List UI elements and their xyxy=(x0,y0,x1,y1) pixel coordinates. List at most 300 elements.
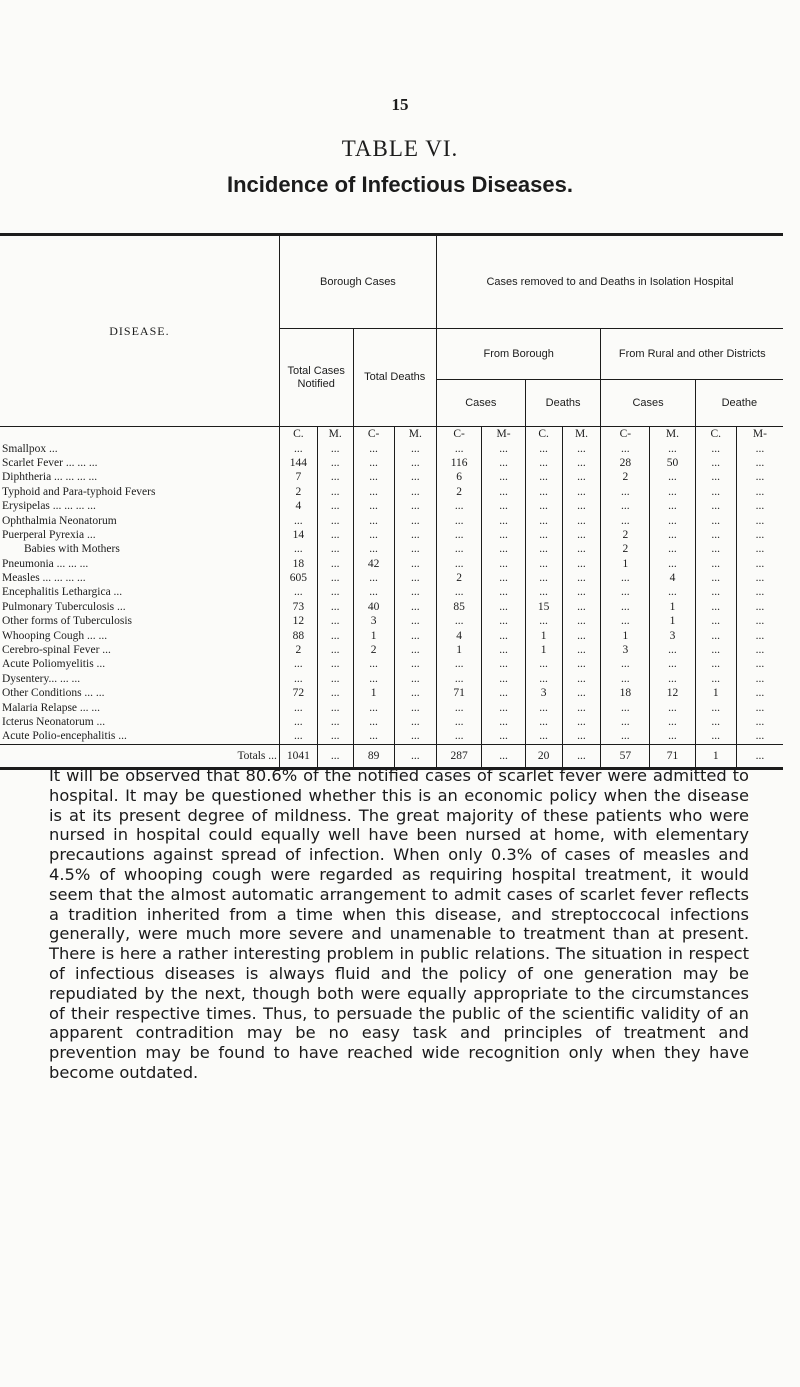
table-cell: 14 xyxy=(279,528,317,542)
disease-name: Babies with Mothers xyxy=(24,543,120,556)
table-cell: 15 xyxy=(525,600,562,614)
table-cell: 1 xyxy=(525,628,562,642)
table-cell: ... xyxy=(525,542,562,556)
table-cell: ... xyxy=(436,441,481,455)
cm-label-spacer xyxy=(0,427,279,442)
table-cell: ... xyxy=(562,614,601,628)
disease-name: Dysentery... ... ... xyxy=(2,672,81,685)
table-cell: ... xyxy=(482,470,525,484)
table-cell: 3 xyxy=(601,643,650,657)
table-cell: ... xyxy=(482,528,525,542)
table-row xyxy=(0,700,783,714)
table-cell: ... xyxy=(525,585,562,599)
table-cell: ... xyxy=(650,499,695,513)
table-cell: ... xyxy=(317,513,353,527)
table-cell: ... xyxy=(562,628,601,642)
table-cell: 1 xyxy=(525,643,562,657)
table-cell: ... xyxy=(436,715,481,729)
table-cell: ... xyxy=(695,441,736,455)
disease-name: Malaria Relapse ... ... xyxy=(2,701,101,714)
table-cell: ... xyxy=(601,499,650,513)
table-cell: ... xyxy=(525,470,562,484)
table-cell: ... xyxy=(562,700,601,714)
table-row xyxy=(0,513,783,527)
table-cell: ... xyxy=(482,643,525,657)
table-cell: ... xyxy=(436,700,481,714)
table-cell: ... xyxy=(317,485,353,499)
table-cell: ... xyxy=(695,571,736,585)
table-cell: 3 xyxy=(353,614,394,628)
table-cell: ... xyxy=(279,513,317,527)
table-cell: ... xyxy=(695,456,736,470)
table-cell: 2 xyxy=(601,470,650,484)
table-cell: ... xyxy=(394,643,436,657)
table-row xyxy=(0,499,783,513)
table-cell: ... xyxy=(279,542,317,556)
table-cell: ... xyxy=(394,528,436,542)
table-cell: ... xyxy=(736,628,783,642)
table-cell: ... xyxy=(482,614,525,628)
disease-name: Ophthalmia Neonatorum xyxy=(2,514,117,527)
table-cell: ... xyxy=(525,557,562,571)
table-cell: 88 xyxy=(279,628,317,642)
table-cell: ... xyxy=(650,672,695,686)
table-cell: ... xyxy=(650,528,695,542)
table-cell: 1 xyxy=(353,686,394,700)
table-subtitle: Incidence of Infectious Diseases. xyxy=(226,172,573,197)
table-row xyxy=(0,557,783,571)
table-cell: ... xyxy=(394,657,436,671)
table-cell: ... xyxy=(562,643,601,657)
table-cell: ... xyxy=(525,499,562,513)
disease-name: Pneumonia ... ... ... xyxy=(2,557,89,570)
table-cell: ... xyxy=(562,600,601,614)
table-cell: ... xyxy=(394,470,436,484)
table-cell: ... xyxy=(436,528,481,542)
cm-label: C- xyxy=(601,427,650,442)
disease-name: Puerperal Pyrexia ... xyxy=(2,528,96,541)
disease-header: DISEASE. xyxy=(0,235,279,427)
table-cell: ... xyxy=(562,657,601,671)
table-cell: 1 xyxy=(650,614,695,628)
table-cell: 50 xyxy=(650,456,695,470)
table-cell: 1 xyxy=(601,557,650,571)
table-cell: ... xyxy=(601,672,650,686)
table-cell: ... xyxy=(436,729,481,744)
table-cell: ... xyxy=(279,672,317,686)
table-cell: 6 xyxy=(436,470,481,484)
table-cell: ... xyxy=(650,542,695,556)
table-cell: ... xyxy=(317,628,353,642)
table-cell: ... xyxy=(394,744,436,768)
from-rural-header: From Rural and other Districts xyxy=(601,329,783,380)
table-row xyxy=(0,485,783,499)
table-cell: 18 xyxy=(279,557,317,571)
table-cell: ... xyxy=(317,571,353,585)
table-cell: ... xyxy=(436,542,481,556)
table-cell: ... xyxy=(279,441,317,455)
cm-label: M. xyxy=(317,427,353,442)
table-cell: ... xyxy=(736,729,783,744)
table-cell: 144 xyxy=(279,456,317,470)
table-cell: ... xyxy=(353,585,394,599)
table-cell: ... xyxy=(317,686,353,700)
table-row xyxy=(0,686,783,700)
table-cell: ... xyxy=(736,441,783,455)
total-cases-notified-header: Total Cases Notified xyxy=(279,329,353,427)
table-cell: ... xyxy=(482,513,525,527)
table-cell: ... xyxy=(317,657,353,671)
table-cell: ... xyxy=(695,557,736,571)
table-cell: ... xyxy=(562,672,601,686)
table-cell: ... xyxy=(279,585,317,599)
table-cell: ... xyxy=(482,672,525,686)
table-cell: ... xyxy=(394,614,436,628)
disease-name: Cerebro-spinal Fever ... xyxy=(2,644,111,657)
table-cell: ... xyxy=(353,672,394,686)
table-cell: ... xyxy=(317,542,353,556)
table-cell: 2 xyxy=(279,485,317,499)
table-cell: ... xyxy=(562,528,601,542)
table-cell: ... xyxy=(525,571,562,585)
table-body xyxy=(0,427,783,769)
table-cell: 85 xyxy=(436,600,481,614)
table-cell: ... xyxy=(601,600,650,614)
table-cell: ... xyxy=(353,513,394,527)
table-cell: ... xyxy=(562,686,601,700)
table-cell: 89 xyxy=(353,744,394,768)
table-cell: ... xyxy=(317,715,353,729)
table-cell: ... xyxy=(353,470,394,484)
table-cell: 20 xyxy=(525,744,562,768)
table-cell: ... xyxy=(562,744,601,768)
table-row xyxy=(0,643,783,657)
table-cell: 71 xyxy=(436,686,481,700)
table-cell: ... xyxy=(394,557,436,571)
table-cell: ... xyxy=(279,729,317,744)
table-cell: ... xyxy=(482,441,525,455)
table-cell: ... xyxy=(695,470,736,484)
table-cell: 4 xyxy=(650,571,695,585)
table-cell: ... xyxy=(482,485,525,499)
table-cell: ... xyxy=(482,557,525,571)
table-cell: 18 xyxy=(601,686,650,700)
table-cell: 2 xyxy=(353,643,394,657)
cm-label-row xyxy=(0,427,783,442)
table-cell: ... xyxy=(482,686,525,700)
table-cell: 73 xyxy=(279,600,317,614)
table-cell: ... xyxy=(353,528,394,542)
cm-label: C- xyxy=(353,427,394,442)
table-cell: ... xyxy=(317,744,353,768)
table-cell: ... xyxy=(317,470,353,484)
table-cell: 40 xyxy=(353,600,394,614)
table-container xyxy=(0,233,800,770)
table-cell: ... xyxy=(394,686,436,700)
disease-name: Icterus Neonatorum ... xyxy=(2,716,106,728)
table-cell: 12 xyxy=(650,686,695,700)
table-cell: 3 xyxy=(525,686,562,700)
table-cell: 116 xyxy=(436,456,481,470)
table-cell: ... xyxy=(650,485,695,499)
table-cell: ... xyxy=(736,485,783,499)
table-row xyxy=(0,715,783,729)
table-cell: ... xyxy=(482,700,525,714)
cm-label: M. xyxy=(394,427,436,442)
table-cell: 28 xyxy=(601,456,650,470)
table-cell: ... xyxy=(562,542,601,556)
table-cell: ... xyxy=(601,657,650,671)
table-cell: ... xyxy=(436,657,481,671)
disease-name: Diphtheria ... ... ... ... xyxy=(2,471,98,484)
table-cell: ... xyxy=(562,499,601,513)
table-cell: ... xyxy=(394,600,436,614)
table-cell: ... xyxy=(736,672,783,686)
disease-name: Encephalitis Lethargica ... xyxy=(2,586,123,599)
table-cell: ... xyxy=(695,585,736,599)
cm-label: C. xyxy=(525,427,562,442)
table-cell: ... xyxy=(650,557,695,571)
table-cell: ... xyxy=(695,700,736,714)
table-cell: ... xyxy=(562,441,601,455)
table-cell: ... xyxy=(695,657,736,671)
table-cell: ... xyxy=(562,557,601,571)
table-title: TABLE VI. xyxy=(341,136,459,161)
table-cell: 2 xyxy=(601,542,650,556)
table-cell: ... xyxy=(317,585,353,599)
table-cell: ... xyxy=(353,729,394,744)
table-cell: 2 xyxy=(436,571,481,585)
table-cell: ... xyxy=(353,700,394,714)
table-cell: ... xyxy=(436,672,481,686)
table-cell: 42 xyxy=(353,557,394,571)
table-cell: ... xyxy=(317,557,353,571)
cm-label: C- xyxy=(436,427,481,442)
cm-label: M. xyxy=(562,427,601,442)
table-cell: ... xyxy=(736,571,783,585)
table-cell: ... xyxy=(394,542,436,556)
table-row xyxy=(0,628,783,642)
table-cell: ... xyxy=(394,441,436,455)
table-cell: ... xyxy=(317,456,353,470)
table-cell: ... xyxy=(353,441,394,455)
table-cell: ... xyxy=(394,513,436,527)
table-cell: ... xyxy=(436,614,481,628)
table-cell: ... xyxy=(525,441,562,455)
table-cell: ... xyxy=(736,700,783,714)
table-cell: ... xyxy=(353,456,394,470)
table-cell: ... xyxy=(601,441,650,455)
table-cell: 3 xyxy=(650,628,695,642)
table-cell: ... xyxy=(482,456,525,470)
cm-label: M. xyxy=(650,427,695,442)
table-cell: ... xyxy=(436,513,481,527)
table-cell: ... xyxy=(562,456,601,470)
table-cell: ... xyxy=(736,715,783,729)
table-cell: ... xyxy=(317,643,353,657)
table-cell: ... xyxy=(482,585,525,599)
disease-name: Smallpox ... xyxy=(2,442,58,455)
table-cell: 2 xyxy=(436,485,481,499)
table-cell: ... xyxy=(695,542,736,556)
table-cell: 1 xyxy=(353,628,394,642)
table-cell: ... xyxy=(317,700,353,714)
table-cell: ... xyxy=(736,643,783,657)
table-cell: ... xyxy=(650,715,695,729)
borough-cases-subheader: Cases xyxy=(436,380,525,427)
table-cell: ... xyxy=(394,571,436,585)
page-number: 15 xyxy=(391,95,409,114)
table-cell: ... xyxy=(562,585,601,599)
table-cell: ... xyxy=(650,643,695,657)
cm-label: C. xyxy=(695,427,736,442)
table-row xyxy=(0,672,783,686)
table-cell: ... xyxy=(736,528,783,542)
table-cell: ... xyxy=(394,700,436,714)
table-cell: ... xyxy=(695,672,736,686)
from-borough-header: From Borough xyxy=(436,329,601,380)
commentary-paragraph: It will be observed that 80.6% of the notified cases of scarlet fever were admitted to hospital. It may be questioned whether this is an economic policy when the disease is at its present degree of mildness. The great majority of these patients who were nursed in hospital could equally well have been nursed at home, with elementary precautions against spread of infection. When only 0.3% of cases of measles and 4.5% of whooping cough were regarded as requiring hospital treatment, it would seem that the almost automatic arrangement to admit cases of scarlet fever reflects a tradition inherited from a time when this disease, and streptoccocal infections generally, were much more severe and unamenable to treatment than at present. There is here a rather interesting problem in public relations. The situation in respect of infectious diseases is always fluid and the policy of one generation may be repudiated by the next, though both were equally appropriate to the circumstances of their respective times. Thus, to persuade the public of the scientific validity of an apparent contradition may be no easy task and principles of treatment and prevention may be found to have reached wide recognition only when they have become outdated. xyxy=(49,766,749,1082)
table-cell: ... xyxy=(695,528,736,542)
table-cell: 2 xyxy=(601,528,650,542)
rural-cases-subheader: Cases xyxy=(601,380,695,427)
table-cell: ... xyxy=(736,499,783,513)
table-cell: ... xyxy=(482,715,525,729)
disease-name: Other forms of Tuberculosis xyxy=(2,615,133,628)
table-cell: ... xyxy=(562,729,601,744)
table-cell: ... xyxy=(394,485,436,499)
table-cell: 57 xyxy=(601,744,650,768)
table-cell: ... xyxy=(736,600,783,614)
table-row xyxy=(0,441,783,455)
table-cell: ... xyxy=(353,542,394,556)
table-row xyxy=(0,456,783,470)
disease-name: Other Conditions ... ... xyxy=(2,687,105,700)
table-cell: ... xyxy=(317,499,353,513)
table-cell: ... xyxy=(436,585,481,599)
table-cell: ... xyxy=(736,744,783,768)
table-cell: 1 xyxy=(601,628,650,642)
table-cell: ... xyxy=(695,600,736,614)
table-cell: ... xyxy=(279,715,317,729)
table-cell: ... xyxy=(736,470,783,484)
table-cell: ... xyxy=(695,513,736,527)
disease-name: Typhoid and Para-typhoid Fevers xyxy=(2,485,156,498)
table-cell: ... xyxy=(736,557,783,571)
table-cell: ... xyxy=(601,715,650,729)
table-cell: ... xyxy=(601,513,650,527)
table-cell: 1 xyxy=(436,643,481,657)
table-cell: 1041 xyxy=(279,744,317,768)
table-cell: ... xyxy=(601,571,650,585)
table-cell: ... xyxy=(482,600,525,614)
isolation-hospital-header: Cases removed to and Deaths in Isolation Hospital xyxy=(436,235,783,329)
table-cell: ... xyxy=(650,585,695,599)
table-cell: 1 xyxy=(695,744,736,768)
table-cell: ... xyxy=(525,456,562,470)
table-cell: ... xyxy=(650,441,695,455)
table-cell: ... xyxy=(353,657,394,671)
table-cell: ... xyxy=(525,513,562,527)
table-cell: ... xyxy=(436,557,481,571)
table-cell: ... xyxy=(482,542,525,556)
table-cell: ... xyxy=(736,542,783,556)
table-cell: 1 xyxy=(650,600,695,614)
table-cell: ... xyxy=(279,700,317,714)
disease-name: Pulmonary Tuberculosis ... xyxy=(2,600,126,613)
table-cell: 72 xyxy=(279,686,317,700)
table-cell: 1 xyxy=(695,686,736,700)
table-cell: ... xyxy=(695,485,736,499)
table-cell: ... xyxy=(394,499,436,513)
table-cell: ... xyxy=(525,528,562,542)
table-cell: 4 xyxy=(436,628,481,642)
table-cell: ... xyxy=(317,441,353,455)
table-row xyxy=(0,657,783,671)
disease-name: Whooping Cough ... ... xyxy=(2,629,108,642)
table-cell: ... xyxy=(353,499,394,513)
disease-name: Acute Polio-encephalitis ... xyxy=(2,730,127,743)
infectious-diseases-table xyxy=(0,233,783,770)
table-cell: ... xyxy=(525,614,562,628)
table-cell: ... xyxy=(736,614,783,628)
cm-label: M- xyxy=(736,427,783,442)
table-cell: 605 xyxy=(279,571,317,585)
table-cell: ... xyxy=(525,715,562,729)
borough-cases-header: Borough Cases xyxy=(279,235,436,329)
table-row xyxy=(0,470,783,484)
table-cell: ... xyxy=(482,499,525,513)
table-cell: ... xyxy=(353,485,394,499)
table-cell: ... xyxy=(279,657,317,671)
table-cell: ... xyxy=(482,657,525,671)
table-row xyxy=(0,542,783,556)
cm-label: C. xyxy=(279,427,317,442)
rural-deaths-subheader: Deathe xyxy=(695,380,783,427)
table-cell: 4 xyxy=(279,499,317,513)
table-cell: ... xyxy=(562,513,601,527)
table-cell: ... xyxy=(695,628,736,642)
table-cell: ... xyxy=(650,700,695,714)
table-cell: ... xyxy=(695,499,736,513)
table-cell: ... xyxy=(601,485,650,499)
table-cell: ... xyxy=(394,715,436,729)
table-cell: ... xyxy=(736,456,783,470)
table-cell: 71 xyxy=(650,744,695,768)
table-cell: ... xyxy=(562,571,601,585)
table-cell: ... xyxy=(317,528,353,542)
table-cell: ... xyxy=(394,729,436,744)
table-cell: ... xyxy=(601,585,650,599)
table-cell: ... xyxy=(695,729,736,744)
disease-name: Totals ... xyxy=(0,744,279,768)
table-cell: ... xyxy=(317,672,353,686)
table-cell: ... xyxy=(353,715,394,729)
totals-row xyxy=(0,744,783,768)
table-cell: 287 xyxy=(436,744,481,768)
disease-name: Measles ... ... ... ... xyxy=(2,572,86,585)
table-cell: ... xyxy=(562,485,601,499)
table-cell: 12 xyxy=(279,614,317,628)
table-cell: ... xyxy=(562,470,601,484)
table-cell: ... xyxy=(525,657,562,671)
table-cell: ... xyxy=(436,499,481,513)
table-cell: ... xyxy=(650,729,695,744)
table-cell: ... xyxy=(695,614,736,628)
table-cell: ... xyxy=(317,729,353,744)
disease-name: Erysipelas ... ... ... ... xyxy=(2,500,96,513)
table-row xyxy=(0,528,783,542)
